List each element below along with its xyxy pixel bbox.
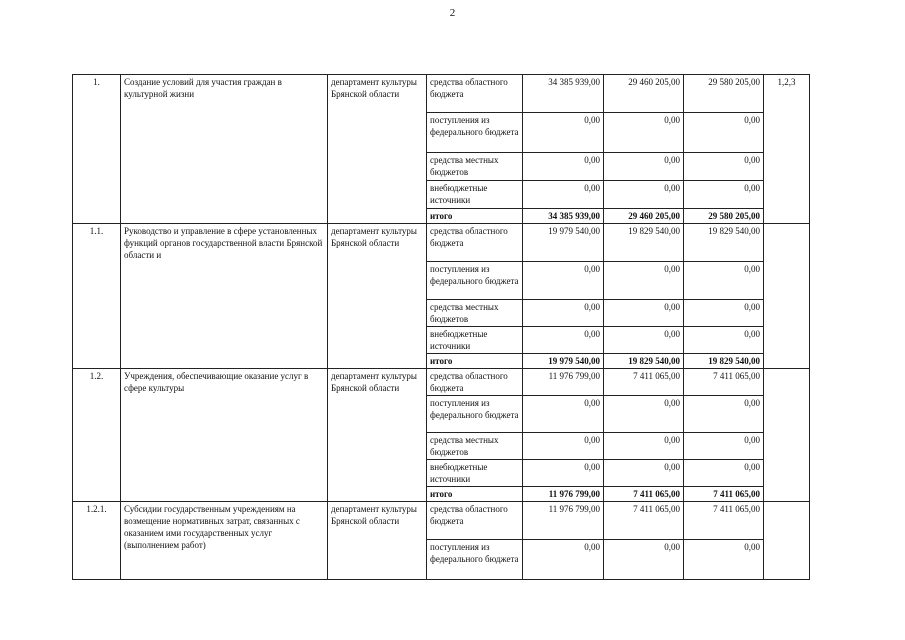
executor: департамент культуры Брянской области [328, 75, 427, 224]
total-year-2: 7 411 065,00 [604, 487, 684, 502]
table-row [73, 369, 810, 396]
measure-name: Создание условий для участия граждан в культурной жизни [121, 75, 328, 224]
amount-year-2: 0,00 [604, 396, 684, 433]
funding-source: внебюджетные источники [427, 181, 523, 209]
amount-year-1: 0,00 [523, 433, 604, 460]
funding-source: поступления из федерального бюджета [427, 262, 523, 300]
executor: департамент культуры Брянской области [328, 502, 427, 580]
funding-source: поступления из федерального бюджета [427, 540, 523, 580]
amount-year-1: 0,00 [523, 327, 604, 354]
row-number: 1. [73, 75, 121, 224]
measure-name: Руководство и управление в сфере установленных функций органов государственной власти Брянской области и [121, 224, 328, 369]
amount-year-2: 0,00 [604, 181, 684, 209]
amount-year-3: 0,00 [684, 540, 764, 580]
amount-year-2: 0,00 [604, 460, 684, 487]
amount-year-1: 0,00 [523, 262, 604, 300]
total-year-2: 19 829 540,00 [604, 354, 684, 369]
amount-year-2: 0,00 [604, 153, 684, 181]
amount-year-1: 0,00 [523, 153, 604, 181]
goal-indicators [764, 369, 810, 502]
total-year-2: 29 460 205,00 [604, 209, 684, 224]
table-row [73, 75, 810, 113]
funding-source: средства местных бюджетов [427, 433, 523, 460]
amount-year-3: 7 411 065,00 [684, 502, 764, 540]
amount-year-1: 0,00 [523, 300, 604, 327]
amount-year-2: 0,00 [604, 327, 684, 354]
total-label: итого [427, 354, 523, 369]
amount-year-3: 0,00 [684, 113, 764, 153]
funding-source: внебюджетные источники [427, 327, 523, 354]
amount-year-3: 0,00 [684, 433, 764, 460]
total-year-1: 34 385 939,00 [523, 209, 604, 224]
funding-source: средства областного бюджета [427, 75, 523, 113]
amount-year-1: 11 976 799,00 [523, 502, 604, 540]
amount-year-3: 7 411 065,00 [684, 369, 764, 396]
amount-year-3: 0,00 [684, 181, 764, 209]
amount-year-2: 0,00 [604, 540, 684, 580]
amount-year-1: 0,00 [523, 460, 604, 487]
goal-indicators: 1,2,3 [764, 75, 810, 224]
funding-source: поступления из федерального бюджета [427, 113, 523, 153]
funding-source: внебюджетные источники [427, 460, 523, 487]
total-label: итого [427, 487, 523, 502]
amount-year-2: 0,00 [604, 300, 684, 327]
amount-year-1: 0,00 [523, 540, 604, 580]
amount-year-3: 0,00 [684, 300, 764, 327]
total-year-3: 19 829 540,00 [684, 354, 764, 369]
executor: департамент культуры Брянской области [328, 224, 427, 369]
amount-year-3: 19 829 540,00 [684, 224, 764, 262]
funding-source: поступления из федерального бюджета [427, 396, 523, 433]
executor: департамент культуры Брянской области [328, 369, 427, 502]
measure-name: Субсидии государственным учреждениям на возмещение нормативных затрат, связанных с оказанием ими государственных услуг (выполнением работ) [121, 502, 328, 580]
table-row [73, 224, 810, 262]
funding-source: средства областного бюджета [427, 502, 523, 540]
row-number: 1.1. [73, 224, 121, 369]
total-year-3: 7 411 065,00 [684, 487, 764, 502]
row-number: 1.2.1. [73, 502, 121, 580]
amount-year-3: 0,00 [684, 153, 764, 181]
total-year-1: 19 979 540,00 [523, 354, 604, 369]
total-label: итого [427, 209, 523, 224]
table-row [73, 502, 810, 540]
amount-year-2: 19 829 540,00 [604, 224, 684, 262]
measure-name: Учреждения, обеспечивающие оказание услуг в сфере культуры [121, 369, 328, 502]
amount-year-3: 0,00 [684, 262, 764, 300]
page-number: 2 [449, 7, 456, 19]
budget-table [72, 74, 810, 580]
funding-source: средства областного бюджета [427, 369, 523, 396]
amount-year-1: 0,00 [523, 396, 604, 433]
amount-year-3: 0,00 [684, 327, 764, 354]
amount-year-1: 11 976 799,00 [523, 369, 604, 396]
amount-year-2: 0,00 [604, 113, 684, 153]
row-number: 1.2. [73, 369, 121, 502]
amount-year-3: 0,00 [684, 396, 764, 433]
amount-year-3: 29 580 205,00 [684, 75, 764, 113]
goal-indicators [764, 224, 810, 369]
total-year-3: 29 580 205,00 [684, 209, 764, 224]
amount-year-2: 29 460 205,00 [604, 75, 684, 113]
amount-year-1: 19 979 540,00 [523, 224, 604, 262]
amount-year-1: 0,00 [523, 113, 604, 153]
funding-source: средства областного бюджета [427, 224, 523, 262]
amount-year-2: 0,00 [604, 433, 684, 460]
amount-year-2: 7 411 065,00 [604, 502, 684, 540]
total-year-1: 11 976 799,00 [523, 487, 604, 502]
goal-indicators [764, 502, 810, 580]
funding-source: средства местных бюджетов [427, 153, 523, 181]
amount-year-3: 0,00 [684, 460, 764, 487]
amount-year-1: 0,00 [523, 181, 604, 209]
amount-year-2: 0,00 [604, 262, 684, 300]
amount-year-1: 34 385 939,00 [523, 75, 604, 113]
amount-year-2: 7 411 065,00 [604, 369, 684, 396]
funding-source: средства местных бюджетов [427, 300, 523, 327]
